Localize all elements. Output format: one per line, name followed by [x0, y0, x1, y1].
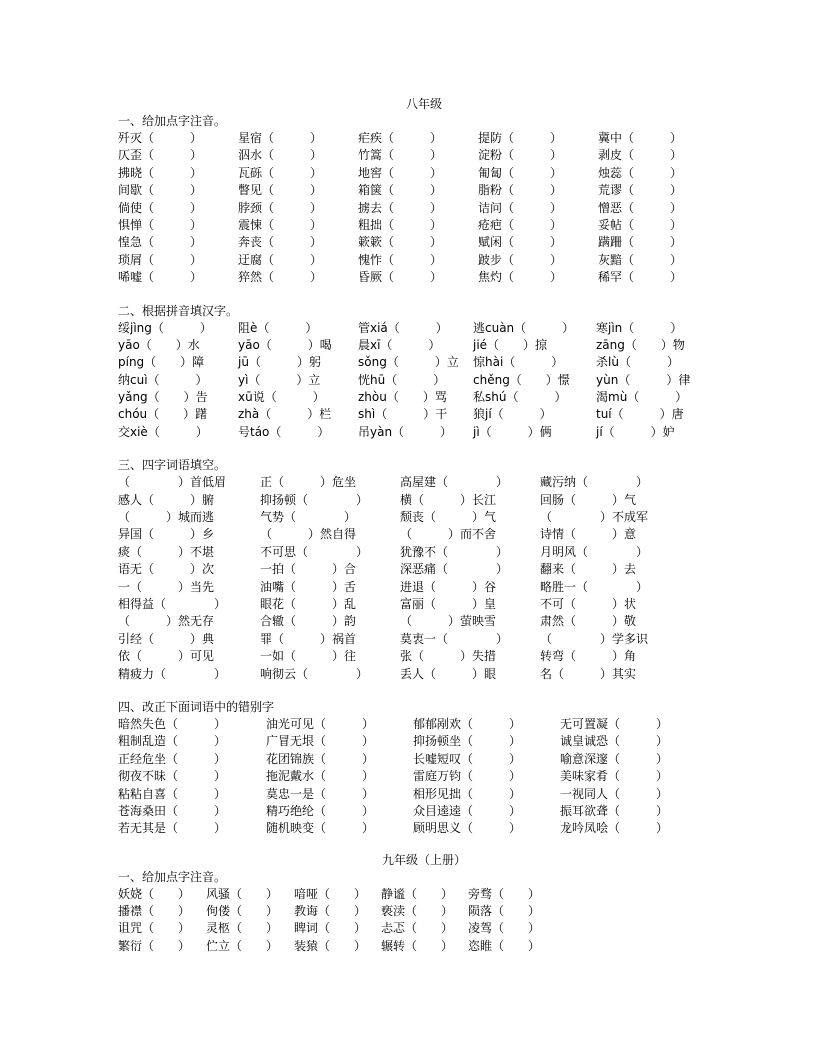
word-item: 相得益（ ）: [118, 596, 227, 611]
word-item: 跛步（ ）: [478, 252, 563, 267]
word-item: （ ）学多识: [540, 631, 649, 646]
word-item: 妥帖（ ）: [598, 217, 683, 232]
word-item: 花团锦族（ ）: [266, 751, 375, 766]
word-item: 憎恶（ ）: [598, 200, 683, 215]
word-item: 不可（ ）状: [540, 596, 637, 611]
word-item: 绥jìng（ ）: [118, 320, 212, 335]
word-item: 诚皇诚恐（ ）: [560, 734, 669, 749]
word-item: 无可置凝（ ）: [560, 716, 669, 731]
word-item: 私shú（ ）: [473, 390, 567, 405]
word-item: 响彻云（ ）: [260, 666, 369, 681]
word-item: 愧怍（ ）: [358, 252, 443, 267]
word-item: 罪（ ）祸首: [260, 631, 357, 646]
word-item: 一视同人（ ）: [560, 786, 669, 801]
row: [118, 786, 718, 803]
word-item: 唏嘘（ ）: [118, 270, 203, 285]
word-item: 正经危坐（ ）: [118, 751, 227, 766]
word-item: 一（ ）当先: [118, 579, 215, 594]
word-item: 疮疤（ ）: [478, 217, 563, 232]
word-item: 淀粉（ ）: [478, 148, 563, 163]
word-item: 间歇（ ）: [118, 183, 203, 198]
word-item: 恍hū（ ）: [358, 372, 446, 387]
grade9-section1-heading: 一、给加点字注音。: [118, 869, 227, 884]
row: [118, 903, 718, 920]
row: [118, 886, 718, 903]
row: [118, 269, 718, 286]
section1-list: [118, 130, 718, 287]
row: [118, 424, 718, 441]
word-item: 泅水（ ）: [238, 148, 323, 163]
row: [118, 768, 718, 785]
word-item: 剥皮（ ）: [598, 148, 683, 163]
word-item: jì（ ）俩: [473, 424, 552, 439]
word-item: 喻意深邃（ ）: [560, 751, 669, 766]
word-item: （ ）不成军: [540, 510, 649, 525]
section3-list: [118, 474, 718, 683]
word-item: 恣睢（ ）: [468, 938, 541, 953]
row: [118, 372, 718, 389]
word-item: 装猿（ ）: [294, 938, 367, 953]
word-item: zhòu（ ）骂: [358, 390, 447, 405]
word-item: 伫立（ ）: [206, 938, 279, 953]
worksheet: [118, 96, 718, 955]
grade8-title: 八年级: [405, 97, 442, 111]
word-item: 广冒无垠（ ）: [266, 734, 375, 749]
word-item: 琐屑（ ）: [118, 252, 203, 267]
row: [118, 406, 718, 423]
row: [118, 751, 718, 768]
word-item: 长嘘短叹（ ）: [413, 751, 522, 766]
word-item: 瓦砾（ ）: [238, 165, 323, 180]
word-item: zāng（ ）物: [596, 337, 685, 352]
row: [118, 337, 718, 354]
word-item: 竹篙（ ）: [358, 148, 443, 163]
word-item: 教诲（ ）: [294, 904, 367, 919]
word-item: 亵渎（ ）: [381, 904, 454, 919]
section2-heading: 二、根据拼音填汉字。: [118, 303, 239, 318]
row: [118, 492, 718, 509]
section2-list: [118, 320, 718, 442]
word-item: yāo（ ）喝: [238, 337, 332, 352]
row: [118, 147, 718, 164]
word-item: （ ）然无存: [118, 614, 215, 629]
word-item: 合辙（ ）韵: [260, 614, 357, 629]
row: [118, 217, 718, 234]
word-item: 忐忑（ ）: [381, 921, 454, 936]
word-item: 犹豫不（ ）: [400, 544, 509, 559]
word-item: 稀罕（ ）: [598, 270, 683, 285]
word-item: 月明风（ ）: [540, 544, 649, 559]
row: [118, 716, 718, 733]
word-item: 拂晓（ ）: [118, 165, 203, 180]
word-item: 正（ ）危坐: [260, 475, 357, 490]
word-item: 阻è（ ）: [238, 320, 318, 335]
row: [118, 820, 718, 837]
word-item: （ ）然自得: [260, 527, 357, 542]
section3-heading: 三、四字词语填空。: [118, 458, 227, 473]
word-item: jié（ ）掠: [473, 337, 548, 352]
word-item: 灰黯（ ）: [598, 252, 683, 267]
word-item: 粗拙（ ）: [358, 217, 443, 232]
word-item: 陨落（ ）: [468, 904, 541, 919]
word-item: 吊yàn（ ）: [358, 424, 453, 439]
word-item: zhà（ ）栏: [238, 407, 332, 422]
word-item: 拖泥戴水（ ）: [266, 769, 375, 784]
word-item: 昏厥（ ）: [358, 270, 443, 285]
word-item: 诅咒（ ）: [118, 921, 191, 936]
word-item: 倘使（ ）: [118, 200, 203, 215]
word-item: （ ）城而逃: [118, 510, 215, 525]
word-item: chóu（ ）躇: [118, 407, 208, 422]
word-item: （ ）而不舍: [400, 527, 497, 542]
word-item: 辗转（ ）: [381, 938, 454, 953]
word-item: 油光可见（ ）: [266, 716, 375, 731]
word-item: 提防（ ）: [478, 131, 563, 145]
word-item: 佝偻（ ）: [206, 904, 279, 919]
word-item: 灵柩（ ）: [206, 921, 279, 936]
row: [118, 165, 718, 182]
word-item: 惧惮（ ）: [118, 217, 203, 232]
word-item: 冀中（ ）: [598, 131, 683, 145]
grade9-section1-list: [118, 886, 718, 956]
row: [118, 200, 718, 217]
word-item: 睥词（ ）: [294, 921, 367, 936]
word-item: 富丽（ ）皇: [400, 596, 497, 611]
word-item: 仄歪（ ）: [118, 148, 203, 163]
word-item: （ ）萤映雪: [400, 614, 497, 629]
word-item: 藏污纳（ ）: [540, 475, 649, 490]
word-item: 狼jí（ ）: [473, 407, 552, 422]
word-item: jí（ ）妒: [596, 424, 675, 439]
word-item: 箱箧（ ）: [358, 183, 443, 198]
word-item: 荒谬（ ）: [598, 183, 683, 198]
word-item: 风骚（ ）: [206, 886, 279, 901]
word-item: píng（ ）障: [118, 355, 205, 370]
word-item: 感人（ ）腑: [118, 492, 215, 507]
word-item: 惊hài（ ）: [473, 355, 564, 370]
word-item: 播襟（ ）: [118, 904, 191, 919]
row: [118, 320, 718, 337]
word-item: 气势（ ）: [260, 510, 357, 525]
row: [118, 938, 718, 955]
word-item: 抑扬顿坐（ ）: [413, 734, 522, 749]
word-item: shì（ ）干: [358, 407, 448, 422]
word-item: 油嘴（ ）舌: [260, 579, 357, 594]
word-item: 暗然失色（ ）: [118, 716, 227, 731]
word-item: 略胜一（ ）: [540, 579, 649, 594]
word-item: sǒng（ ）立: [358, 355, 459, 370]
word-item: 脂粉（ ）: [478, 183, 563, 198]
word-item: 不可思（ ）: [260, 544, 369, 559]
word-item: 焦灼（ ）: [478, 270, 563, 285]
word-item: 莫衷一（ ）: [400, 631, 509, 646]
word-item: 随机映变（ ）: [266, 821, 375, 836]
word-item: 美味家肴（ ）: [560, 769, 669, 784]
word-item: 名（ ）其实: [540, 666, 637, 681]
row: [118, 354, 718, 371]
word-item: 一如（ ）往: [260, 649, 357, 664]
word-item: 郁郁剐欢（ ）: [413, 716, 522, 731]
word-item: chěng（ ）憬: [473, 372, 570, 387]
word-item: 横（ ）长江: [400, 492, 497, 507]
word-item: 匍匐（ ）: [478, 165, 563, 180]
word-item: 精巧绝纶（ ）: [266, 803, 375, 818]
word-item: 振耳欲聋（ ）: [560, 803, 669, 818]
row: [118, 252, 718, 269]
word-item: yùn（ ）律: [596, 372, 691, 387]
word-item: 诗情（ ）意: [540, 527, 637, 542]
word-item: 雷庭万钧（ ）: [413, 769, 522, 784]
word-item: 旁骛（ ）: [468, 886, 541, 901]
word-item: 眼花（ ）乱: [260, 596, 357, 611]
word-item: 粘粘自喜（ ）: [118, 786, 227, 801]
word-item: 奔丧（ ）: [238, 235, 323, 250]
word-item: 瞥见（ ）: [238, 183, 323, 198]
row: [118, 648, 718, 665]
word-item: 交xiè（ ）: [118, 424, 208, 439]
section4-heading: 四、改正下面词语中的错别字: [118, 699, 275, 714]
row: [118, 631, 718, 648]
word-item: 脖颈（ ）: [238, 200, 323, 215]
word-item: 转弯（ ）角: [540, 649, 637, 664]
row: [118, 389, 718, 406]
row: [118, 666, 718, 683]
row: [118, 733, 718, 750]
word-item: 杀lù（ ）: [596, 355, 679, 370]
word-item: 蹒跚（ ）: [598, 235, 683, 250]
word-item: 丢人（ ）眼: [400, 666, 497, 681]
word-item: 引经（ ）典: [118, 631, 215, 646]
grade9-title: 九年级（上册）: [381, 852, 466, 867]
word-item: 张（ ）失措: [400, 649, 497, 664]
word-item: 寒jìn（ ）: [596, 320, 683, 335]
word-item: 猝然（ ）: [238, 270, 323, 285]
word-item: 诘问（ ）: [478, 200, 563, 215]
word-item: 繁衍（ ）: [118, 938, 191, 953]
word-item: 抑扬顿（ ）: [260, 492, 369, 507]
word-item: 妖娆（ ）: [118, 886, 191, 901]
row: [118, 526, 718, 543]
word-item: 痰（ ）不堪: [118, 544, 215, 559]
word-item: 一拍（ ）合: [260, 562, 357, 577]
word-item: 相形见拙（ ）: [413, 786, 522, 801]
row: [118, 561, 718, 578]
section4-list: [118, 716, 718, 838]
row: [118, 596, 718, 613]
word-item: 烛蕊（ ）: [598, 165, 683, 180]
word-item: 簌簌（ ）: [358, 235, 443, 250]
word-item: yāo（ ）水: [118, 337, 200, 352]
row: [118, 182, 718, 199]
row: [118, 130, 718, 147]
word-item: 依（ ）可见: [118, 649, 215, 664]
word-item: 惶急（ ）: [118, 235, 203, 250]
word-item: 进退（ ）谷: [400, 579, 497, 594]
word-item: 震悚（ ）: [238, 217, 323, 232]
word-item: yǎng（ ）告: [118, 390, 208, 405]
row: [118, 803, 718, 820]
row: [118, 544, 718, 561]
word-item: xū说（ ）: [238, 390, 325, 405]
word-item: 回肠（ ）气: [540, 492, 637, 507]
word-item: 肃然（ ）敬: [540, 614, 637, 629]
word-item: 管xiá（ ）: [358, 320, 448, 335]
word-item: 颓丧（ ）气: [400, 510, 497, 525]
row: [118, 509, 718, 526]
word-item: 赋闲（ ）: [478, 235, 563, 250]
word-item: 迂腐（ ）: [238, 252, 323, 267]
word-item: yì（ ）立: [238, 372, 321, 387]
row: [118, 579, 718, 596]
word-item: 苍海桑田（ ）: [118, 803, 227, 818]
word-item: 语无（ ）次: [118, 562, 215, 577]
section1-heading: 一、给加点字注音。: [118, 114, 227, 128]
word-item: 翻来（ ）去: [540, 562, 637, 577]
word-item: 星宿（ ）: [238, 131, 323, 145]
word-item: 深恶痛（ ）: [400, 562, 509, 577]
row: [118, 920, 718, 937]
word-item: 逃cuàn（ ）: [473, 320, 575, 335]
word-item: 精疲力（ ）: [118, 666, 227, 681]
word-item: （ ）首低眉: [118, 475, 227, 490]
word-item: 喑哑（ ）: [294, 886, 367, 901]
word-item: 龙吟凤哙（ ）: [560, 821, 669, 836]
word-item: 莫忠一是（ ）: [266, 786, 375, 801]
word-item: 若无其是（ ）: [118, 821, 227, 836]
word-item: 晨xī（ ）: [358, 337, 441, 352]
word-item: 号táo（ ）: [238, 424, 330, 439]
row: [118, 234, 718, 251]
word-item: jū（ ）躬: [238, 355, 321, 370]
word-item: 歼灭（ ）: [118, 131, 203, 145]
word-item: 异国（ ）乡: [118, 527, 215, 542]
row: [118, 613, 718, 630]
word-item: 掳去（ ）: [358, 200, 443, 215]
word-item: tuí（ ）唐: [596, 407, 684, 422]
row: [118, 474, 718, 491]
word-item: 彻夜不昧（ ）: [118, 769, 227, 784]
word-item: 渴mù（ ）: [596, 390, 688, 405]
word-item: 粗制乱造（ ）: [118, 734, 227, 749]
word-item: 地窖（ ）: [358, 165, 443, 180]
word-item: 众目逵逵（ ）: [413, 803, 522, 818]
word-item: 静谧（ ）: [381, 886, 454, 901]
word-item: 高屋建（ ）: [400, 475, 509, 490]
word-item: 纳cuì（ ）: [118, 372, 208, 387]
word-item: 凌驾（ ）: [468, 921, 541, 936]
word-item: 疟疾（ ）: [358, 131, 443, 145]
word-item: 顾明思义（ ）: [413, 821, 522, 836]
